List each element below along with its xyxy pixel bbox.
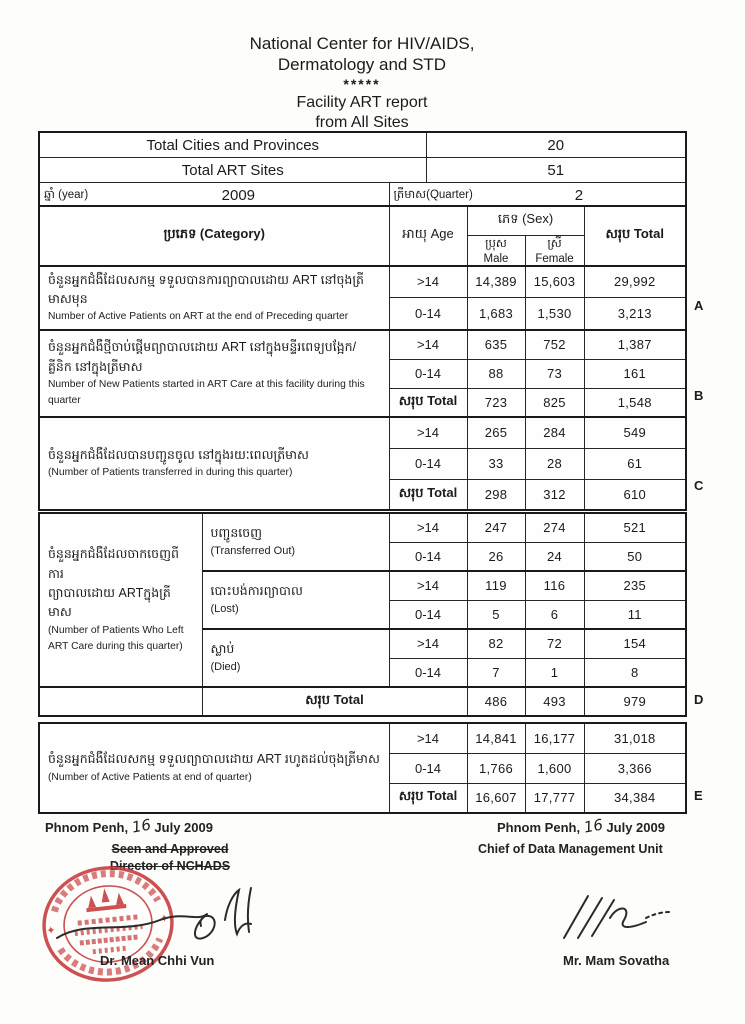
female-value: 284 — [525, 417, 584, 448]
total-value: 31,018 — [584, 723, 686, 753]
subcategory-died — [202, 629, 389, 687]
stamp-star-right: ✦ — [159, 911, 170, 926]
male-value: 635 — [467, 330, 525, 359]
female-value: 6 — [525, 600, 584, 629]
subtotal-label: សរុប Total — [389, 388, 467, 417]
male-value: 723 — [467, 388, 525, 417]
director-nchads-line: Director of NCHADS — [109, 859, 231, 873]
age-cell: 0-14 — [389, 359, 467, 388]
table-row — [39, 723, 686, 753]
total-value: 34,384 — [584, 783, 686, 813]
director-name: Dr. Mean Chhi Vun — [100, 953, 215, 968]
male-value: 33 — [467, 448, 525, 479]
female-value: 73 — [525, 359, 584, 388]
table-header-row — [39, 206, 686, 235]
quarter-label: ត្រីមាស(Quarter) — [393, 188, 473, 201]
chief-name: Mr. Mam Sovatha — [563, 953, 670, 968]
age-cell: >14 — [389, 513, 467, 542]
sectionC-label-english: (Number of Patients transferred in during this quarter) — [48, 467, 293, 479]
subcategory-transferred-out — [202, 513, 389, 571]
sectionE-label-khmer: ចំនួនអ្នកជំងឺដែលសកម្ម ទទួលព្យាបាលដោយ ART រហូតដល់ចុងត្រីមាស — [48, 752, 380, 767]
total-value: 610 — [584, 479, 686, 510]
age-cell: >14 — [389, 629, 467, 658]
signature-director — [55, 876, 270, 956]
chief-title: Chief of Data Management Unit — [478, 842, 663, 856]
total-value: 161 — [584, 359, 686, 388]
total-value: 235 — [584, 571, 686, 600]
right-date-rest: July 2009 — [606, 820, 665, 835]
sectionD-label-khmer-line1: ចំនួនអ្នកជំងឺដែលចាកចេញពីការ — [48, 547, 179, 581]
table-row — [39, 513, 686, 542]
age-cell: 0-14 — [389, 542, 467, 571]
male-value: 88 — [467, 359, 525, 388]
document-header — [0, 33, 724, 133]
seen-approved-line: Seen and Approved — [111, 842, 229, 856]
section-letter-C: C — [694, 478, 704, 493]
year-value: 2009 — [221, 186, 256, 204]
section-letter-D: D — [694, 692, 704, 707]
total-sites-label: Total ART Sites — [39, 158, 426, 183]
male-value: 247 — [467, 513, 525, 542]
sectionD-category — [39, 513, 202, 687]
sectionB-label-english: Number of New Patients started in ART Care at this facility during this quarter — [48, 379, 365, 407]
col-header-male: ប្រុស Male — [467, 235, 525, 266]
male-value: 26 — [467, 542, 525, 571]
total-value: 50 — [584, 542, 686, 571]
quarter-value: 2 — [574, 186, 584, 204]
age-cell: >14 — [389, 723, 467, 753]
table-row — [39, 330, 686, 359]
year-label: ឆ្នាំ (year) — [44, 188, 89, 201]
col-header-female: ស្រី Female — [525, 235, 584, 266]
total-value: 154 — [584, 629, 686, 658]
subcategory-lost — [202, 571, 389, 629]
subtotal-label: សរុប Total — [389, 479, 467, 510]
org-name-line2: Dermatology and STD — [277, 55, 447, 75]
sectionB-label-khmer: ចំនួនអ្នកជំងឺថ្មីចាប់ផ្តើមព្យាបាលដោយ ART នៅក្នុងមន្ទីរពេទ្យបង្អែក/ គ្លីនិក នៅក្នុងត្រីមាស — [48, 340, 357, 374]
left-handwritten-day: 16 — [130, 815, 153, 837]
female-value: 493 — [525, 687, 584, 716]
sectionD-table — [38, 512, 687, 717]
total-value: 549 — [584, 417, 686, 448]
male-value: 16,607 — [467, 783, 525, 813]
lost-khmer: បោះបង់ការព្យាបាល — [210, 583, 303, 598]
total-value: 1,387 — [584, 330, 686, 359]
female-value: 1 — [525, 658, 584, 687]
died-english: (Died) — [210, 661, 241, 674]
table-row — [39, 132, 686, 158]
male-value: 82 — [467, 629, 525, 658]
age-cell: 0-14 — [389, 600, 467, 629]
female-value: 312 — [525, 479, 584, 510]
report-title-line1: Facility ART report — [296, 94, 428, 111]
female-value: 274 — [525, 513, 584, 542]
male-value: 298 — [467, 479, 525, 510]
sectionE-category — [39, 723, 389, 813]
age-cell: >14 — [389, 330, 467, 359]
empty-cell — [39, 687, 202, 716]
sectionA-label-english: Number of Active Patients on ART at the end of Preceding quarter — [48, 311, 349, 323]
quarter-cell — [390, 187, 686, 204]
col-header-category: ប្រភេទ (Category) — [39, 206, 389, 266]
col-header-total: សរុប Total — [584, 206, 686, 266]
female-value: 116 — [525, 571, 584, 600]
sectionD-label-english: (Number of Patients Who Left ART Care during this quarter) — [48, 624, 184, 652]
table-total-row — [39, 687, 686, 716]
total-value: 1,548 — [584, 388, 686, 417]
total-value: 8 — [584, 658, 686, 687]
transferred-out-khmer: បញ្ជូនចេញ — [210, 525, 263, 540]
sectionC-label-khmer: ចំនួនអ្នកជំងឺដែលបានបញ្ជូនចូល នៅក្នុងរយៈពេលត្រីមាស — [48, 448, 309, 463]
male-value: 1,683 — [467, 298, 525, 330]
col-header-age: អាយុ Age — [389, 206, 467, 266]
total-value: 3,213 — [584, 298, 686, 330]
main-report-table — [38, 205, 687, 511]
sectionE-table — [38, 722, 687, 814]
total-value: 29,992 — [584, 266, 686, 298]
transferred-out-english: (Transferred Out) — [210, 545, 296, 558]
age-cell: 0-14 — [389, 753, 467, 783]
right-handwritten-day: 16 — [582, 815, 605, 837]
female-value: 1,530 — [525, 298, 584, 330]
year-cell — [40, 187, 389, 204]
section-letter-B: B — [694, 388, 704, 403]
male-value: 265 — [467, 417, 525, 448]
age-cell: >14 — [389, 571, 467, 600]
right-place: Phnom Penh, — [497, 820, 581, 835]
age-cell: >14 — [389, 417, 467, 448]
age-cell: 0-14 — [389, 448, 467, 479]
lost-english: (Lost) — [210, 603, 239, 616]
female-value: 28 — [525, 448, 584, 479]
total-value: 61 — [584, 448, 686, 479]
female-value: 24 — [525, 542, 584, 571]
total-value: 521 — [584, 513, 686, 542]
table-row — [39, 417, 686, 448]
section-letter-E: E — [694, 788, 703, 803]
sectionC-category — [39, 417, 389, 510]
right-place-date — [497, 815, 665, 837]
male-value: 1,766 — [467, 753, 525, 783]
age-cell: >14 — [389, 266, 467, 298]
total-cities-value: 20 — [426, 132, 686, 158]
female-value: 15,603 — [525, 266, 584, 298]
male-value: 119 — [467, 571, 525, 600]
sectionA-label-khmer: ចំនួនអ្នកជំងឺដែលសកម្ម ទទួលបានការព្យាបាលដោយ ART នៅចុងត្រីមាសមុន — [48, 272, 364, 306]
age-cell: 0-14 — [389, 658, 467, 687]
left-place-date — [45, 815, 213, 837]
sectionE-total-label: សរុប Total — [389, 783, 467, 813]
left-place: Phnom Penh, — [45, 820, 129, 835]
summary-table — [38, 131, 687, 209]
total-value: 979 — [584, 687, 686, 716]
total-value: 3,366 — [584, 753, 686, 783]
female-value: 72 — [525, 629, 584, 658]
sectionA-category — [39, 266, 389, 331]
col-header-sex: ភេទ (Sex) — [467, 206, 584, 235]
age-cell: 0-14 — [389, 298, 467, 330]
sectionD-total-label: សរុប Total — [202, 687, 467, 716]
table-row — [39, 158, 686, 183]
sectionE-label-english: (Number of Active Patients at end of quarter) — [48, 771, 252, 783]
male-value: 7 — [467, 658, 525, 687]
sectionB-category — [39, 330, 389, 417]
total-value: 11 — [584, 600, 686, 629]
male-value: 14,389 — [467, 266, 525, 298]
male-value: 5 — [467, 600, 525, 629]
stamp-star-left: ✦ — [45, 923, 57, 938]
died-khmer: ស្លាប់ — [210, 641, 235, 656]
separator-stars: ***** — [343, 75, 381, 92]
section-letter-A: A — [694, 298, 704, 313]
female-value: 825 — [525, 388, 584, 417]
male-value: 14,841 — [467, 723, 525, 753]
left-date-rest: July 2009 — [154, 820, 213, 835]
female-value: 752 — [525, 330, 584, 359]
female-value: 16,177 — [525, 723, 584, 753]
total-sites-value: 51 — [426, 158, 686, 183]
org-name-line1: National Center for HIV/AIDS, — [249, 34, 475, 53]
table-row — [39, 266, 686, 298]
total-cities-label: Total Cities and Provinces — [39, 132, 426, 158]
sectionD-label-khmer-line2: ព្យាបាលដោយ ARTក្នុងត្រីមាស — [48, 586, 171, 620]
signature-chief — [558, 888, 678, 946]
female-value: 1,600 — [525, 753, 584, 783]
female-value: 17,777 — [525, 783, 584, 813]
report-title-line2: from All Sites — [315, 114, 409, 131]
male-value: 486 — [467, 687, 525, 716]
